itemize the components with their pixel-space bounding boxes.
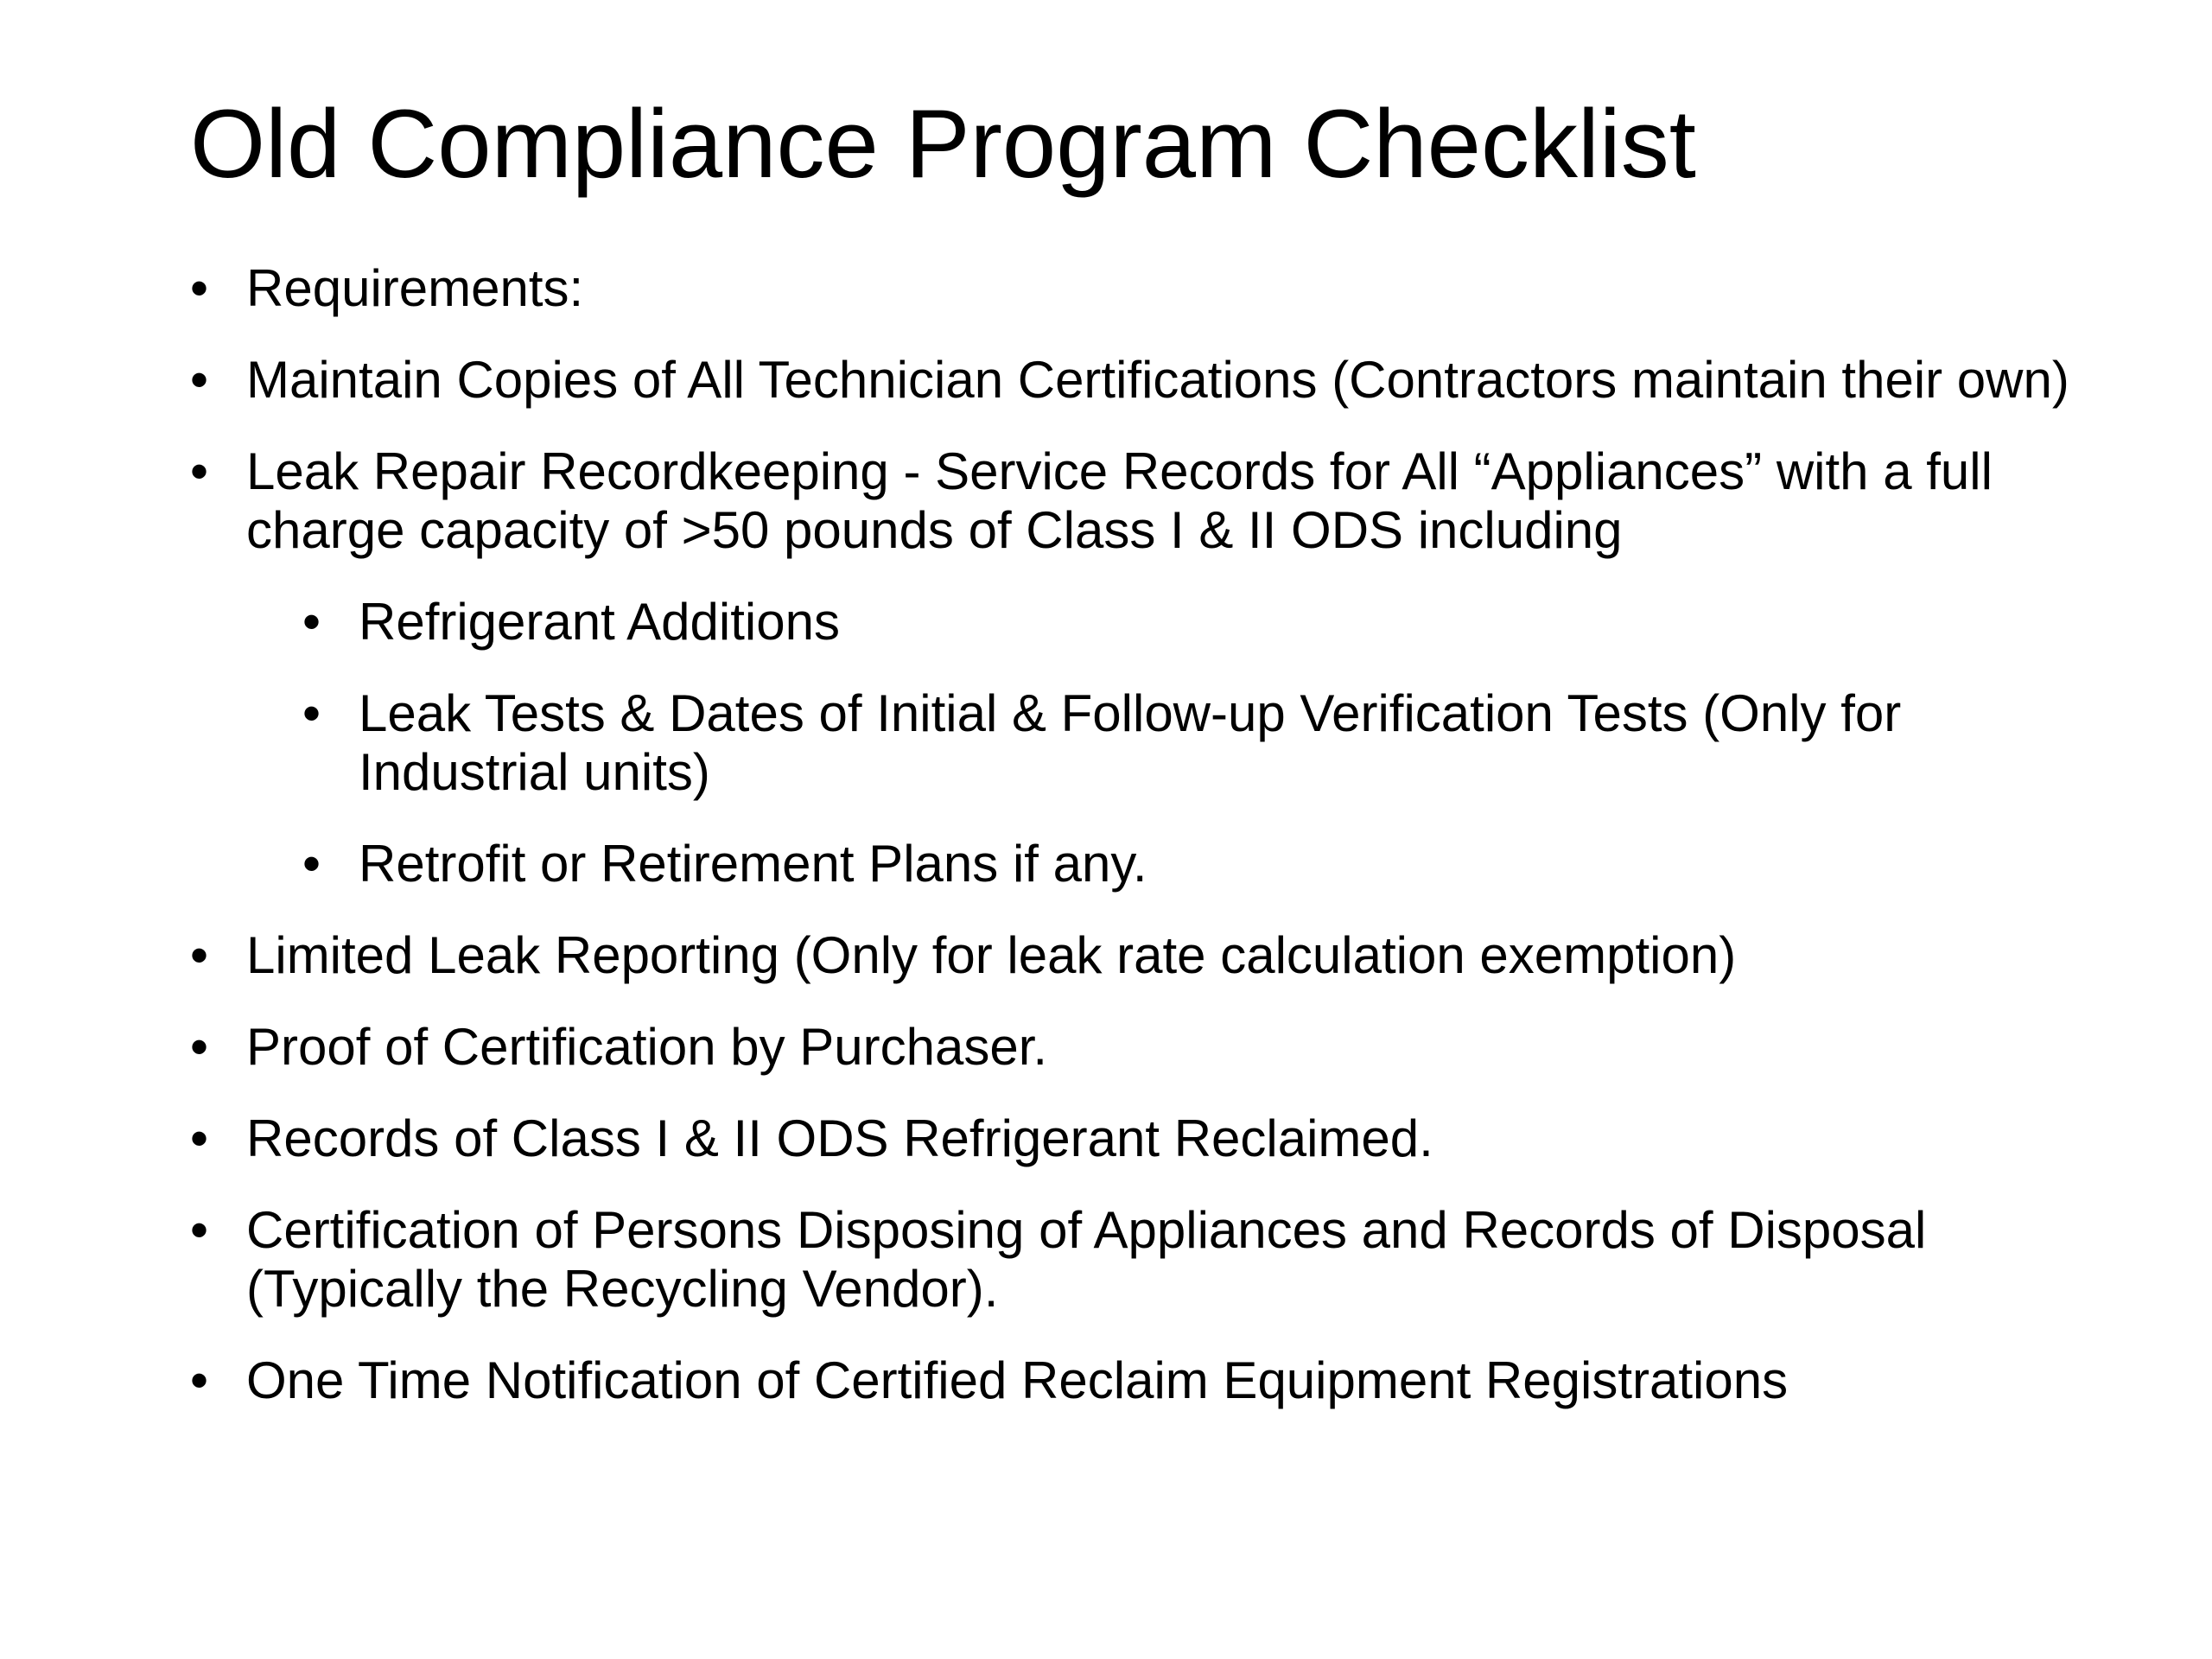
bullet-proof-of-certification: • Proof of Certification by Purchaser. [190, 1018, 2091, 1077]
slide-title: Old Compliance Program Checklist [190, 90, 1696, 198]
bullet-limited-leak-reporting: • Limited Leak Reporting (Only for leak rate calculation exemption) [190, 926, 2091, 985]
bullet-requirements: • Requirements: [190, 259, 2091, 318]
bullet-technician-certifications: • Maintain Copies of All Technician Certifications (Contractors maintain their own) [190, 351, 2091, 410]
bullet-list [190, 259, 2091, 1443]
sub-bullet-retrofit-plans: • Retrofit or Retirement Plans if any. [302, 835, 2091, 893]
sub-bullet-leak-tests: • Leak Tests & Dates of Initial & Follow-up Verification Tests (Only for Industrial units) [302, 684, 2091, 802]
bullet-one-time-notification: • One Time Notification of Certified Reclaim Equipment Registrations [190, 1351, 2091, 1410]
sub-bullet-refrigerant-additions: • Refrigerant Additions [302, 593, 2091, 652]
bullet-records-reclaimed: • Records of Class I & II ODS Refrigerant Reclaimed. [190, 1109, 2091, 1168]
bullet-disposal-certification: • Certification of Persons Disposing of Appliances and Records of Disposal (Typically the Recycling Vendor). [190, 1201, 2091, 1319]
bullet-leak-repair-recordkeeping: • Leak Repair Recordkeeping - Service Records for All “Appliances” with a full charge capacity of >50 pounds of Class I & II ODS including [190, 442, 2091, 560]
